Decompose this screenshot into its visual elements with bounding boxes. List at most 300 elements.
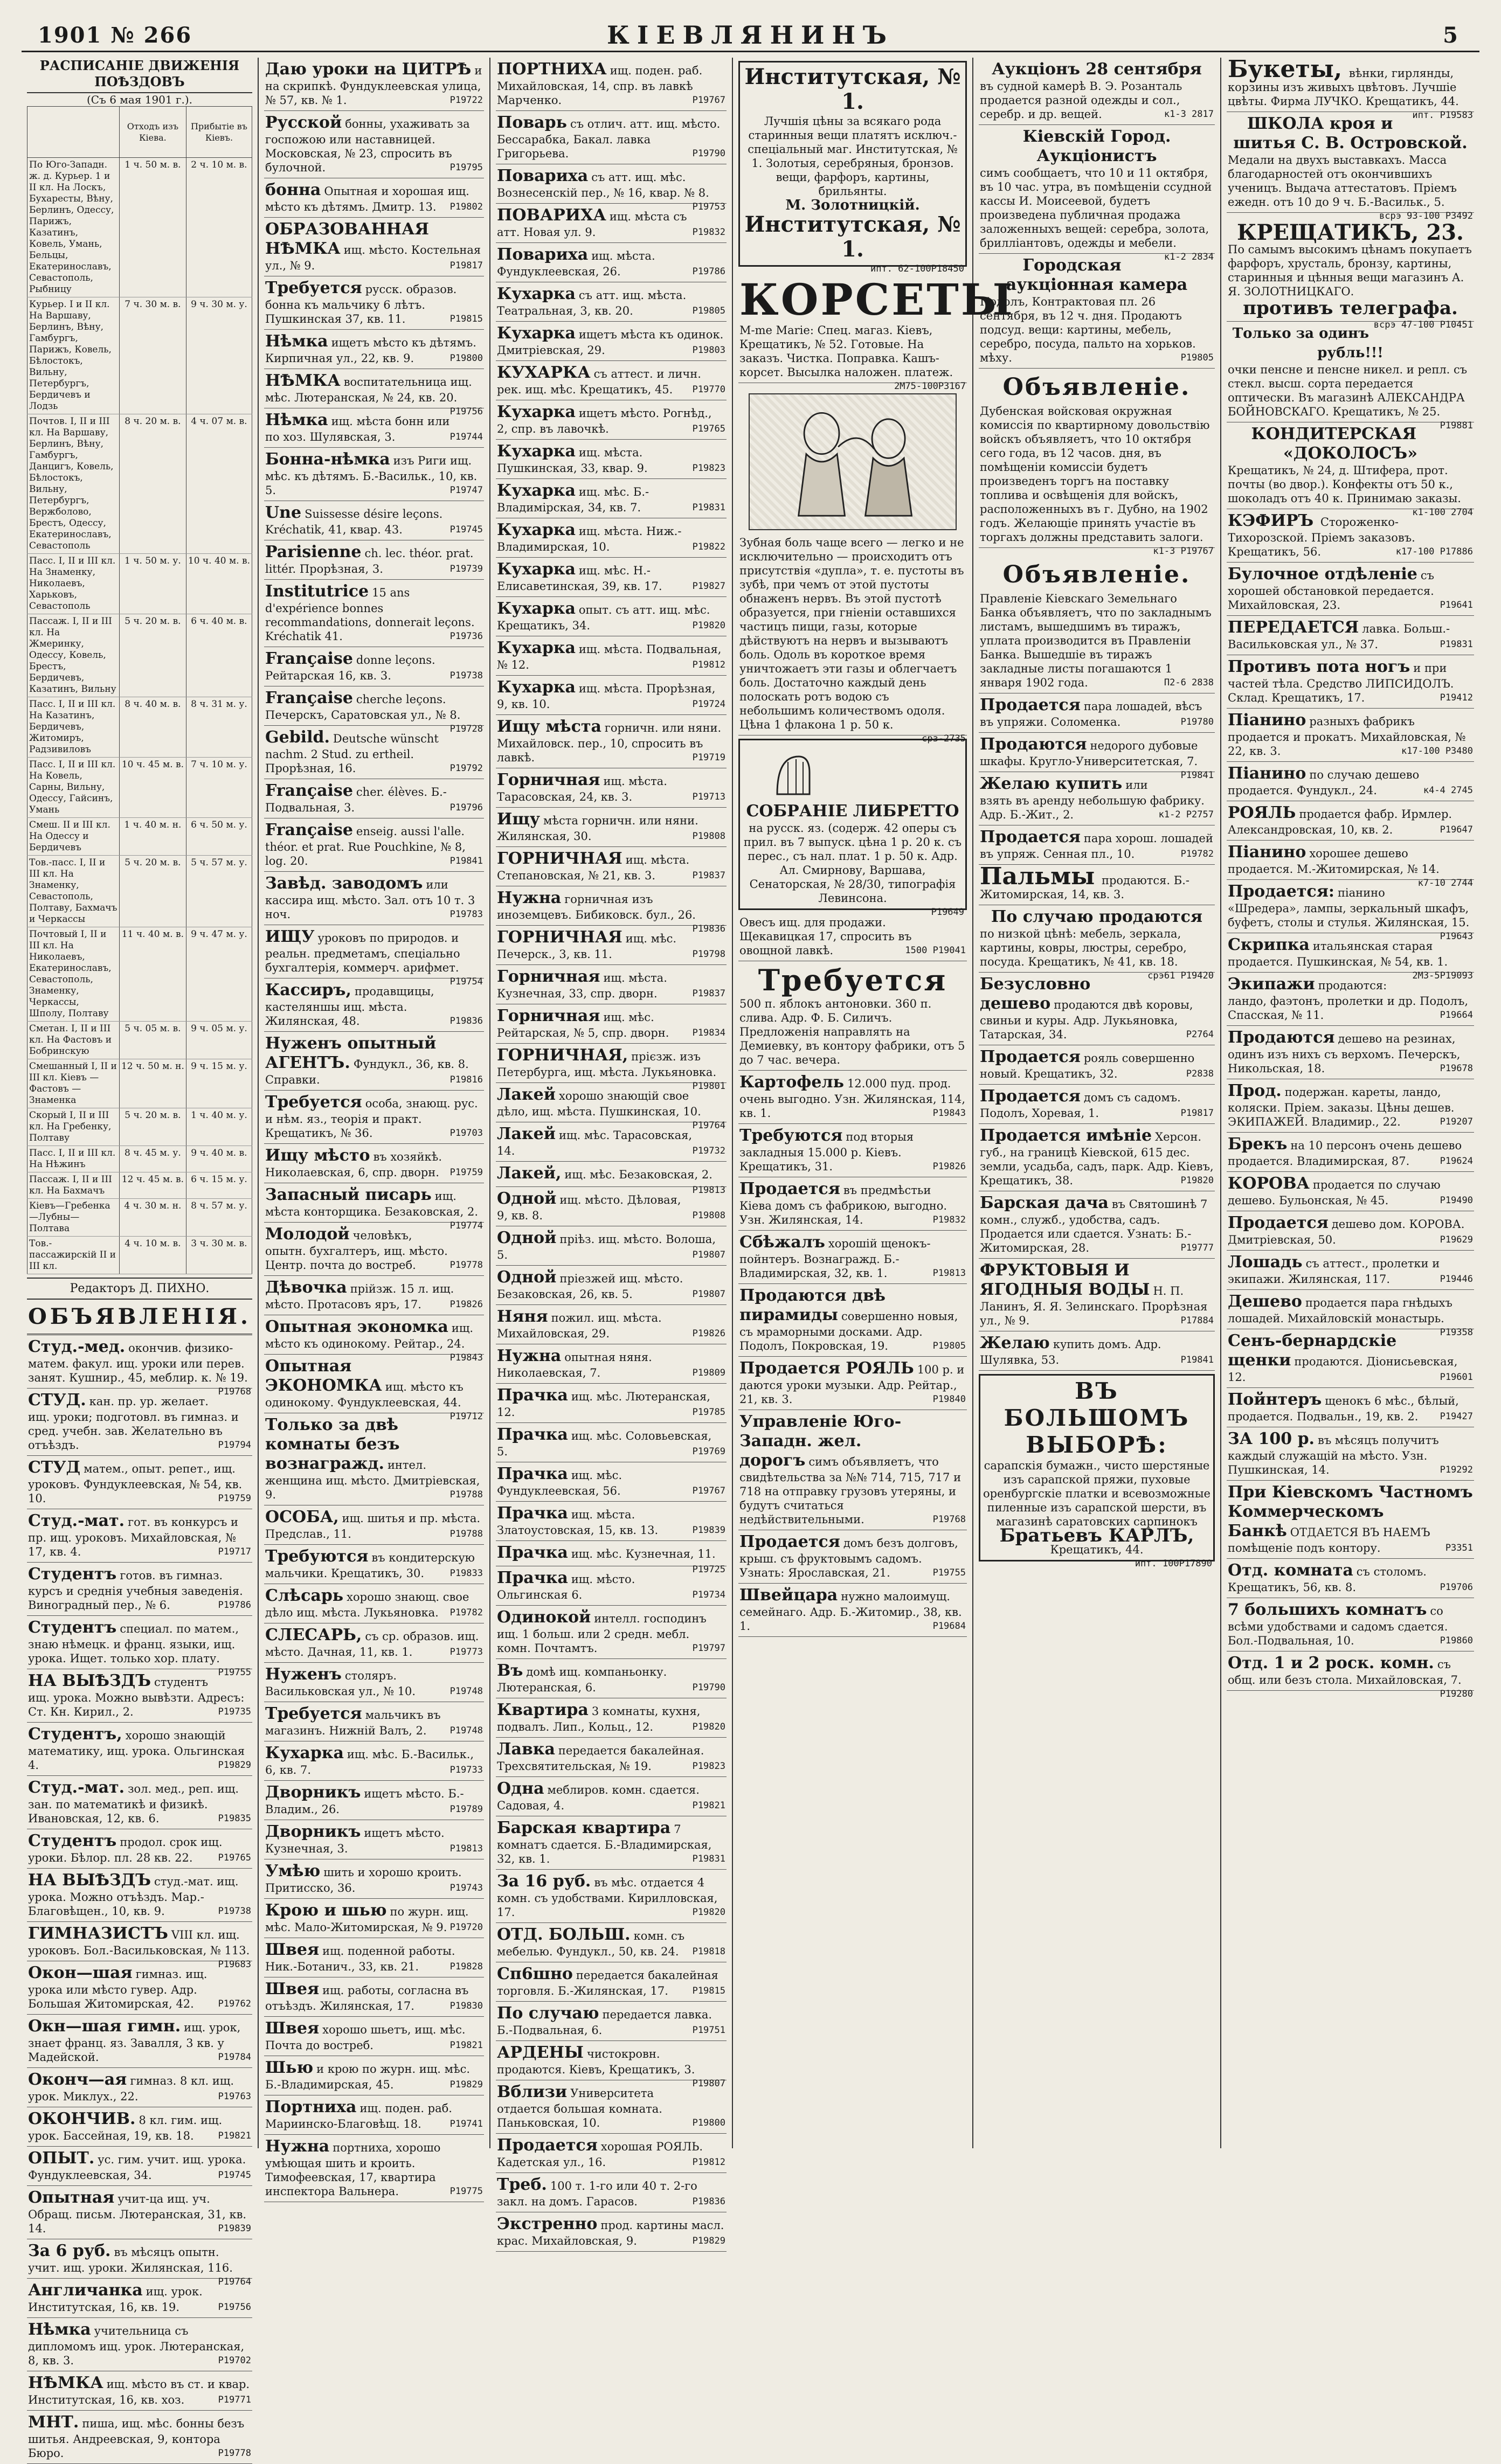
classified-ad [738,1410,967,1530]
classified-ad [264,1505,484,1545]
ad-title: ОПЫТ. [28,2149,95,2168]
ad-title: Продается [739,1532,840,1551]
classified-ad [496,1738,727,1777]
ad-ref: к17-100 Р3480 [1401,746,1473,756]
classified-ad [979,1331,1215,1371]
ad-ref: Р19736 [449,631,483,642]
ad-title: Кухарка [497,442,576,461]
ad-title: Кухарка [497,520,576,539]
schedule-route-cell: Пассаж. I, II и III кл. На Бахмачъ [27,1172,120,1199]
ad-title: Піанино [1228,711,1306,730]
ad-body: ищетъ мѣсто. Кузнечная, 3. [265,1827,445,1855]
sarpinka-body: сарапскія бумажн., чисто шерстяные изъ сарапской пряжи, пуховые оренбургскіе платки и всевозможные пиленные изъ сарапской шерсти, въ магазинѣ саратовских сарпинокъ [983,1459,1211,1528]
ad-body: ищ. мѣсто. Костельная ул., № 9. [265,244,481,272]
newspaper-title: КІЕВЛЯНИНЪ [607,20,894,50]
kreshchatik-body: По самымъ высокимъ цѣнамъ покупаетъ фарфоръ, хрусталь, бронзу, картины, старинныя и цѣнныя вещи магазинъ А. Я. ЗОЛОТНИЦКАГО. [1228,243,1472,298]
classified-ad [496,400,727,440]
ad-ref: Р19837 [692,870,725,881]
ad-body: уроковъ по природов. и реальн. предметамъ, спеціально бухгалтерія, коммерч. арифмет. [265,932,460,974]
ad-ref: Р19784 [218,2052,251,2063]
antiques-body: Лучшія цѣны за всякаго рода старинныя вещи платятъ исключ.-спеціальный маг. Институтская, № 1. Золотыя, серебряныя, бронзов. вещи, фарфоръ, картины, брильянты. [748,115,958,198]
classified-ad [496,2173,727,2212]
ad-title: НѢМКА [28,2373,103,2392]
ad-body: съ аттест., пролетки и экипажи. Жилянская, 117. [1228,1257,1440,1286]
classified-ad [264,1820,484,1859]
ad-body: 15 ans d'expérience bonnes recommandations, donnerait leçons. Kréchatik 41. [265,586,475,643]
classified-ad [979,1085,1215,1124]
schedule-depart-cell: 5 ч. 20 м. в. [119,614,186,697]
ad-body: ищ. мѣста. Степановская, № 21, кв. 3. [497,853,690,882]
classified-ad [264,1144,484,1183]
ad-ref: Р19840 [932,1394,966,1405]
ad-body: портниха, хорошо умѣющая шить и кроить. Тимофеевская, 17, квартира инспектора Вальнера. [265,2141,441,2198]
ad-title: Одной [497,1189,557,1208]
schedule-row [27,414,252,554]
ad-title: Нѣмка [265,411,328,429]
ad-body: особа, знающ. рус. и нѣм. яз., теорія и практ. Крещатикъ, № 36. [265,1097,478,1140]
corset-ad [738,270,1015,392]
ad-title: Продаются [980,735,1087,754]
classified-ad [264,448,484,501]
col1-ad-list [27,1335,252,2464]
classified-ad [1227,1079,1474,1133]
ad-body: хорошо знающій свое дѣло, ищ. мѣста. Пушкинская, 10. [497,1089,701,1118]
column-3 [490,58,733,2247]
ad-ref: Р19808 [692,1210,725,1221]
ad-ref: Р19755 [218,1667,251,1678]
ad-title: ГИМНАЗИСТЪ [28,1924,168,1943]
ad-body: ищ. шитья и пр. мѣста. Предслав., 11. [265,1512,481,1540]
ad-body: Н. П. Ланинъ, Я. Я. Зелинскаго. Прорѣзная ул., № 9. [980,1285,1208,1327]
ad-ref: Р2764 [1186,1029,1214,1040]
ad-body: ищ. мѣсто. Ольгинская 6. [497,1573,635,1601]
ad-ref: Р19800 [692,2118,725,2128]
occasion-ref: срэ61 Р19420 [1147,970,1214,981]
confectionery-body: Крещатикъ, № 24, д. Штифера, прот. почты (во двор.). Конфекты отъ 50 к., шоколадъ отъ 40 к. Принимаю заказы. [1228,464,1461,505]
ad-body: ищ. урок. Институтская, 16, кв. 19. [28,2285,203,2314]
schedule-row [27,758,252,818]
ad-title: КУХАРКА [497,363,591,382]
ad-title: ИЩУ [265,927,315,946]
ad-title: Требуется [265,279,362,297]
ad-body: въ Святошинѣ 7 комн., служб., удобства, садъ. Продается или сдается. Узнать: Б.-Житомирская, 28. [980,1198,1208,1254]
bouquets-ad [1227,55,1474,121]
ad-body: передается бакалейная торговля. Б.-Жилянская, 17. [497,1969,718,1997]
ad-ref: Р19724 [692,699,725,710]
ad-body: ищ. мѣста съ атт. Новая ул. 9. [497,210,687,239]
ad-title: Продается [980,828,1081,846]
ad-ref: Р19841 [1180,770,1214,781]
ad-title: Студ.-мат. [28,1778,125,1797]
bouquets-title: Букеты, [1228,55,1343,83]
antiques-title: Институтская, № 1. [744,64,961,114]
bouquets-ref: ипт. Р19583 [1412,110,1473,121]
ad-ref: Р19756 [218,2302,251,2313]
classified-ad [496,1606,727,1659]
ad-ref: Р19798 [692,949,725,960]
ad-ref: Р19817 [1180,1108,1214,1119]
ad-body: 100 т. 1-го или 40 т. 2-го закл. на домъ. Гарасов. [497,2180,697,2208]
schedule-route-cell: Тов.-пасс. I, II и III кл. На Знаменку, Севастополь, Полтаву, Бахмачъ и Черкассы [27,856,120,927]
ad-body: ищ. мѣста. Прорѣзная, 9, кв. 10. [497,682,716,711]
ad-title: Управленіе Юго-Западн. жел. дорогъ [739,1412,902,1470]
ad-body: продается фабр. Ирмлер. Александровская, 10, кв. 2. [1228,808,1452,836]
ad-title: За 16 руб. [497,1872,591,1891]
ad-ref: Р19767 [692,95,725,106]
ad-title: Une [265,503,302,522]
classified-ad [264,178,484,218]
ad-title: Швейцара [739,1586,838,1605]
classified-ad [264,1315,484,1363]
ad-title: Ищу мѣсто [265,1146,370,1165]
ad-body: бонны, ухаживать за госпожою или наставницей. Московская, № 23, спросить въ булочной. [265,117,470,174]
classified-ad [496,243,727,282]
ad-ref: Р19802 [449,202,483,212]
ad-body: опытная няня. Николаевская, 7. [497,1351,652,1379]
classified-ad [738,1124,967,1177]
oats-body: Овесъ ищ. для продажи. Щекавицкая 17, спросить въ овощной лавкѣ. [739,916,912,957]
ad-body: или взять въ аренду небольшую фабрику. Адр. Б.-Жит., 2. [980,779,1205,821]
column-6 [1221,55,1479,2148]
classified-ad [27,2318,252,2371]
ad-title: Прод. [1228,1081,1282,1100]
schedule-row [27,1237,252,1274]
ad-body: ищ. мѣс. Фундуклеевская, 56. [497,1469,622,1497]
ad-ref: Р19836 [692,2196,725,2207]
ad-ref: Р19821 [218,2130,251,2141]
ad-body: продаются: ландо, фаэтонъ, пролетки и др. Подолъ, Спасская, № 11. [1228,979,1469,1022]
ad-title: Опытная экономка [265,1317,448,1336]
ad-body: лавка. Больш.-Васильковская ул., № 37. [1228,622,1450,651]
classified-ad [496,1777,727,1816]
ad-ref: Р19794 [218,1440,251,1450]
classified-ad [496,1870,727,1923]
ad-ref: Р19734 [692,1590,725,1600]
ad-body: гот. въ конкурсъ и пр. ищ. уроковъ. Михайловская, № 17, кв. 4. [28,1516,239,1558]
classified-ad [496,322,727,361]
ad-title: Няня [497,1307,548,1326]
ad-body: совершенно новыя, съ мраморными досками. Адр. Подолъ, Покровская, 19. [739,1310,958,1352]
ad-body: ищ. мѣста. Фундуклеевская, 26. [497,249,655,278]
classified-ad [496,636,727,676]
ad-body: ищ. мѣс. Соловьевская, 5. [497,1429,712,1458]
ad-ref: Р19822 [692,542,725,552]
ad-ref: Р19820 [692,620,725,631]
classified-ad [496,1044,727,1092]
wanted-ad [738,961,967,1071]
ad-title: Барская квартира [497,1818,671,1837]
ad-title: ФРУКТОВЫЯ И ЯГОДНЫЯ ВОДЫ [980,1261,1150,1299]
classified-ad [738,1177,967,1231]
rubles-body: очки пенсне и пенсне никел. и репл. съ стекл. высш. сорта передается оптически. Въ магазинѣ АЛЕКСАНДРА БОЙНОВСКАГО. Крещатикъ, № 25. [1228,363,1468,418]
train-schedule-table [27,106,252,1274]
ad-ref: Р19748 [449,1686,483,1697]
ad-body: столяръ. Васильковская ул., № 10. [265,1669,416,1698]
ad-title: Желаю купить [980,774,1123,793]
issue-number: 1901 № 266 [38,23,192,48]
ad-ref: Р19643 [1440,931,1473,942]
ad-body: специал. по матем., знаю нѣмецк. и франц. языки, ищ. урока. Ищет. только хор. плату. [28,1622,239,1665]
classified-ad [264,1977,484,2017]
ad-ref: Р19778 [218,2448,251,2459]
ad-body: русск. образов. бонна къ мальчику 6 лѣтъ. Пушкинская 37, кв. 11. [265,283,457,325]
ad-title: Шью [265,2058,314,2077]
ad-title: Сенъ-бернардскіе щенки [1228,1331,1397,1370]
classified-ad [264,1741,484,1781]
bouquets-body: вѣнки, гирлянды, корзины изъ живыхъ цвѣтовъ. Лучшіе цвѣты. Фирма ЛУЧКО. Крещатикъ, 44. [1228,67,1459,108]
ad-body: 12.000 пуд. прод. очень выгодно. Узн. Жилянская, 114, кв. 1. [739,1077,966,1120]
schedule-route-cell: Смешанный I, II и III кл. Кіевъ — Фастовъ — Знаменка [27,1059,120,1108]
ad-body: матем., опыт. репет., ищ. уроковъ. Фундуклеевская, № 54, кв. 10. [28,1462,243,1505]
ad-ref: Р19678 [1440,1063,1473,1074]
ad-body: продается пара гнѣдыхъ лошадей. Михайловскій монастырь. [1228,1296,1452,1325]
ad-ref: Р19812 [692,660,725,670]
ad-title: Нуженъ [265,1665,342,1684]
ad-title: Нужна [497,889,562,907]
kreshchatik-ref: всрэ 47-100 Р10451 [1373,320,1473,330]
ad-title: Кухарка [497,481,576,500]
palms-body: продаются. Б.-Житомирская, 14, кв. 3. [980,874,1189,901]
classified-ad [264,686,484,734]
classified-ad [27,2015,252,2068]
ad-title: Сп6шно [497,1965,573,1983]
ad-ref: Р19815 [692,1986,725,1996]
ad-title: НА ВЫѢЗДЪ [28,1871,151,1890]
ad-title: Студентъ, [28,1725,122,1744]
school-body: Медали на двухъ выставкахъ. Масса благодарностей отъ окончившихъ ученицъ. Выдача аттестатовъ. Пріемъ ежедн. отъ 10 до 9 ч. Б.-Васильк., 5. [1228,154,1457,209]
ad-title: ПОРТНИХА [497,60,607,79]
ad-body: съ ср. образов. ищ. мѣсто. Дачная, 11, кв. 1. [265,1630,479,1658]
classified-ad [264,1859,484,1899]
ad-body: пара хорош. лошадей въ упряж. Сенная пл., 10. [980,832,1213,860]
classified-ad [979,1191,1215,1259]
ad-title: Портниха [265,2098,357,2116]
col5-ad-list-2 [979,973,1215,1371]
ad-ref: Р19728 [449,724,483,734]
ad-ref: Р19446 [1440,1274,1473,1285]
ad-title: Дворникъ [265,1822,361,1841]
ad-title: Квартира [497,1700,589,1719]
ad-body: ищ. работы, согласна въ отъѣздъ. Жилянская, 17. [265,1984,469,2012]
schedule-arrive-cell: 9 ч. 40 м. в. [186,1146,252,1172]
ad-title: Одной [497,1228,557,1247]
columns [22,55,1479,2460]
auction2-ref: к1-2 2834 [1164,252,1214,262]
ad-title: Française [265,649,353,668]
ad-title: Треб. [497,2175,547,2194]
ad-ref: Р19412 [1440,692,1473,703]
classified-ad [1227,1598,1474,1651]
ad-body: прод. картины масл. крас. Михайловская, 9. [497,2219,724,2247]
ad-ref: Р19778 [449,1260,483,1271]
ad-body: домъ съ садомъ. Подолъ, Хоревая, 1. [980,1091,1181,1120]
ad-body: съ столомъ. Крещатикъ, 56, кв. 8. [1228,1565,1427,1594]
classified-ad [496,965,727,1004]
schedule-route-cell: Скорый I, II и III кл. На Гребенку, Полтаву [27,1108,120,1146]
classified-ad [1227,1481,1474,1559]
ad-ref: Р19805 [932,1341,966,1351]
ad-body: продол. срок ищ. уроки. Бѣлор. пл. 28 кв. 22. [28,1836,223,1864]
ad-body: въ кондитерскую мальчики. Крещатикъ, 30. [265,1551,475,1580]
ad-title: Кухарка [497,678,576,697]
schedule-route-cell: Почтовый I, II и III кл. На Николаевъ, Екатеринославъ, Севастополь, Знаменку, Черкассы, Шполу, Полтаву [27,927,120,1022]
ad-body: щенокъ 6 мѣс., бѣлый, продается. Подвальн., 19, кв. 2. [1228,1394,1459,1423]
schedule-arrive-cell: 6 ч. 50 м. у. [186,818,252,856]
ad-body: нужно малоимущ. семейнаго. Адр. Б.-Житомир., 38, кв. 1. [739,1590,962,1633]
ad-body: пожил. ищ. мѣста. Михайловская, 29. [497,1311,662,1340]
kefir-body: Стороженко-Тихорозской. Пріемъ заказовъ. Крещатикъ, 56. [1228,516,1415,558]
schedule-row [27,927,252,1022]
classified-ad [264,218,484,276]
col2-ad-list [264,58,484,2202]
ad-ref: Р19703 [449,1128,483,1139]
ad-ref: Р19765 [218,1852,251,1863]
ad-body: ищ. мѣсто. Дѣловая, 9, кв. 8. [497,1193,681,1222]
ad-title: Нужна [497,1346,562,1365]
ad-title: Опытная ЭКОНОМКА [265,1357,382,1395]
ad-body: домѣ ищ. компаньонку. Лютеранская, 6. [497,1665,667,1694]
ad-title: По случаю [497,2004,599,2023]
ad-title: Отд. комната [1228,1561,1353,1580]
classified-ad [27,1829,252,1869]
ad-ref: Р19751 [692,2025,725,2036]
ad-title: СЛЕСАРЬ, [265,1626,362,1644]
ad-title: Ищу [497,810,541,829]
ad-ref: Р19796 [449,802,483,813]
ad-ref: Р19823 [692,1761,725,1772]
ad-ref: Р19768 [932,1514,966,1525]
ad-title: МНТ. [28,2413,79,2432]
ad-title: СТУД [28,1458,81,1477]
ad-body: продаются. Діонисьевская, 12. [1228,1355,1458,1384]
ad-ref: Р19683 [218,1959,251,1970]
ad-body: Фундукл., 36, кв. 8. Справки. [265,1058,469,1086]
classified-ad [1227,801,1474,841]
classified-ad [264,1183,484,1231]
classified-ad [264,779,484,818]
ad-body: передается лавка. Б.-Подвальная, 6. [497,2008,713,2037]
ad-body: на 10 персонъ очень дешево продается. Владимирская, 87. [1228,1139,1462,1168]
col4-ad-list [738,1071,967,1637]
ad-ref: Р19826 [692,1328,725,1339]
ad-title: Дворникъ [265,1783,361,1802]
ad-ref: Р19841 [1180,1355,1214,1365]
ad-body: пиша, ищ. мѣс. бонны безъ шитья. Андреевская, 9, контора Бюро. [28,2417,245,2460]
schedule-depart-cell: 12 ч. 45 м. в. [119,1172,186,1199]
ad-ref: Р19829 [692,2236,725,2246]
ad-title: Швея [265,1940,320,1959]
ad-body: ищ. мѣста. Златоустовская, 15, кв. 13. [497,1508,659,1537]
classified-ad [496,361,727,400]
ad-ref: Р19841 [449,856,483,866]
ad-body: хорошо шьетъ, ищ. мѣс. Почта до востреб. [265,2023,466,2052]
ad-title: ОБРАЗОВАННАЯ НѢМКА [265,220,429,258]
classified-ad [496,715,727,768]
ad-body: человѣкъ, опытн. бухгалтеръ, ищ. мѣсто. Центр. почта до востреб. [265,1229,448,1272]
ad-ref: Р19624 [1440,1156,1473,1167]
ad-ref: Р19813 [449,1843,483,1854]
ad-title: Нѣмка [265,332,328,351]
ad-title: Пойнтеръ [1228,1390,1322,1409]
ad-body: передается бакалейная. Трехсвятительская, № 19. [497,1744,704,1773]
ad-ref: Р19775 [449,2186,483,2197]
classified-ad [264,1413,484,1505]
ad-title: Швея [265,1980,320,1998]
ad-body: въ мѣсяцъ опытн. учит. ищ. уроки. Жилянская, 116. [28,2246,233,2274]
lyre-icon [741,742,964,802]
ad-ref: Р19788 [449,1489,483,1500]
column-1 [22,58,259,2460]
ad-ref: Р19754 [449,976,483,987]
classified-ad [496,1462,727,1502]
ad-body: ищ. урок, знает франц. яз. Завалля, 3 кв. у Мадейской. [28,2021,241,2064]
oats-ref: 1500 Р19041 [905,945,966,956]
ad-ref: Р19744 [449,432,483,442]
schedule-title: РАСПИСАНІЕ ДВИЖЕНІЯ ПОѢЗДОВЪ [27,58,252,93]
ad-body: въ мѣсяцъ получитъ каждый служащій на мѣсто. Узн. Пушкинская, 14. [1228,1434,1439,1476]
ad-title: Лакей, [497,1164,562,1183]
ad-title: За 6 руб. [28,2241,111,2260]
ad-title: Одинокой [497,1608,591,1627]
ad-title: Française [265,821,353,839]
ad-body: съ атт. ищ. мѣс. Вознесенскій пер., № 16, квар. № 8. [497,171,709,199]
schedule-route-cell: Кіевъ—Гребенка—Лубны—Полтава [27,1199,120,1237]
ad-body: студ.-мат. ищ. урока. Можно отъѣздъ. Мар.-Благовѣщен., 10, кв. 9. [28,1875,239,1918]
ad-ref: Р19808 [692,831,725,842]
ad-body: ищетъ мѣсто. Рогнѣд., 2, спр. въ лавочкѣ. [497,407,712,435]
ad-ref: Р19725 [692,1564,725,1575]
libretto-ref: Р19649 [931,907,964,918]
schedule-row [27,1059,252,1108]
classified-ad [496,768,727,808]
auction1-body: въ судной камерѣ В. Э. Розанталь продается разной одежды и сол., серебр. и др. вещей. [980,80,1182,121]
ad-ref: к4-4 2745 [1423,785,1473,796]
classified-ad [496,479,727,518]
kreshchatik-ad [1227,213,1474,330]
schedule-arrive-cell: 10 ч. 40 м. в. [186,554,252,614]
ad-title: Française [265,781,353,800]
classified-ad [27,2411,252,2464]
ad-body: VIII кл. ищ. уроковъ. Бол.-Васильковская, № 113. [28,1928,250,1957]
ad-body: воспитательница ищ. мѣс. Лютеранская, № 24, кв. 20. [265,376,472,404]
ad-body: ищ. поден. раб. Мариинско-Благовѣщ. 18. [265,2102,452,2130]
classified-ad [27,2239,252,2287]
schedule-depart-cell: 7 ч. 30 м. в. [119,297,186,414]
classified-ad [264,1899,484,1938]
classified-ad [27,1869,252,1922]
palms-ad [979,865,1215,905]
classified-ad [27,1563,252,1616]
antiques-ref: ипт. 62-100Р18450 [870,263,964,274]
ad-title: Нуженъ опытный АГЕНТЪ. [265,1034,437,1072]
ad-ref: Р19292 [1440,1464,1473,1475]
ad-body: donne leçons. Рейтарская 16, кв. 3. [265,654,435,682]
ad-title: Запасный писарь [265,1185,432,1204]
sarpinka-ref: ипт. 100Р17890 [1135,1558,1212,1569]
ad-body: въ хозяйкѣ. Николаевская, 6, спр. дворн. [265,1150,442,1179]
ad-title: Студ.-мед. [28,1337,126,1356]
ad-title: НѢМКА [265,371,341,390]
ad-body: по случаю дешево продается. Фундукл., 24. [1228,768,1420,797]
ad-body: дешево на резинах, одинъ изъ нихъ съ верхомъ. Печерскъ, Никольская, 18. [1228,1032,1461,1075]
ad-title: Англичанка [28,2281,143,2300]
ad-title: Ищу мѣста [497,717,601,736]
classified-ad [496,1384,727,1423]
classified-ad [496,58,727,111]
ad-body: ищ. мѣсто къ одинокому. Фундуклеевская, 44. [265,1380,464,1409]
ad-body: ус. гим. учит. ищ. урока. Фундуклеевская, 34. [28,2153,246,2182]
ad-ref: Р19747 [449,485,483,496]
